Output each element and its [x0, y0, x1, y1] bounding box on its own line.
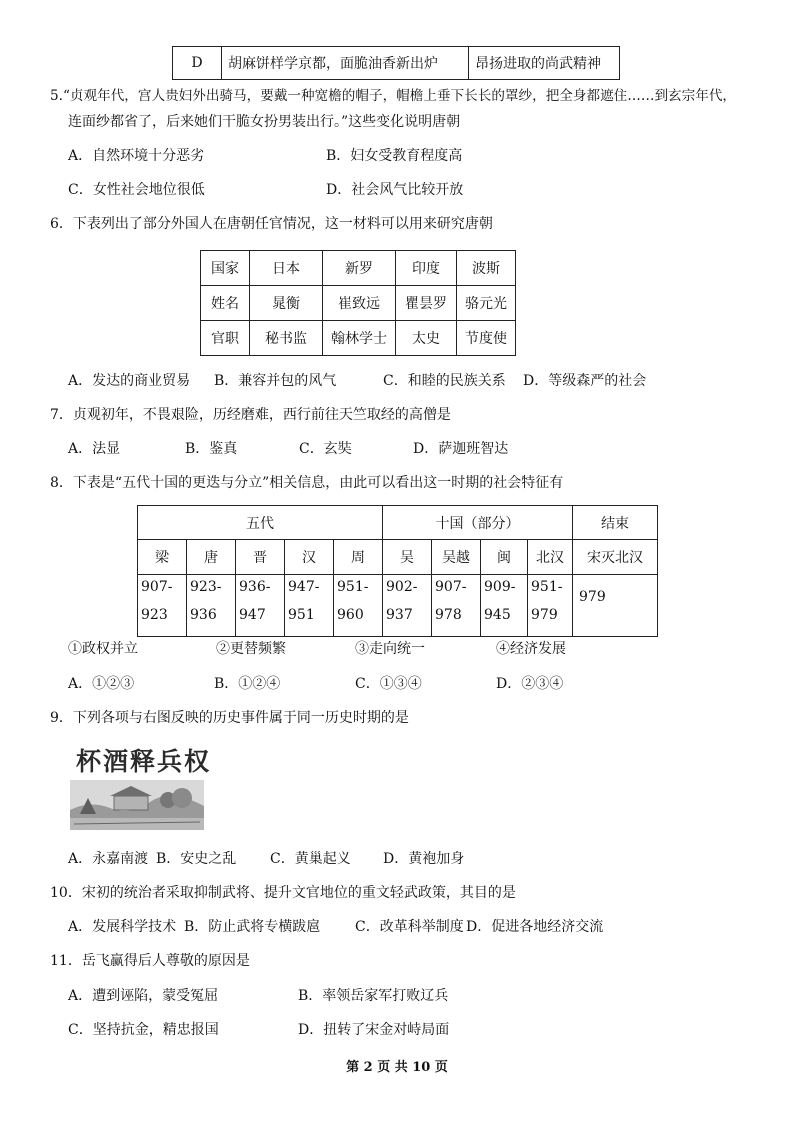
q6-option-b[interactable]: B．兼容并包的风气 — [214, 373, 337, 389]
q7-option-a[interactable]: A．法显 — [68, 441, 121, 457]
q8-stem: 8．下表是“五代十国的更迭与分立”相关信息，由此可以看出这一时期的社会特征有 — [50, 475, 564, 491]
q10-option-a[interactable]: A．发展科学技术 — [68, 919, 177, 935]
q8-name-cell: 唐 — [187, 540, 236, 574]
q6-cell: 官职 — [201, 321, 250, 356]
q9-stem: 9．下列各项与右图反映的历史事件属于同一历史时期的是 — [50, 710, 409, 726]
q8-year-cell — [383, 574, 432, 637]
q6-officials-table — [200, 250, 516, 356]
q8-year-cell — [432, 574, 481, 637]
q6-cell: 新罗 — [323, 251, 396, 286]
q8-year-start: 936- — [239, 578, 271, 595]
q9-option-d[interactable]: D．黄袍加身 — [383, 851, 465, 867]
q8-year-start: 902- — [386, 578, 418, 595]
q9-image-title: 杯酒释兵权 — [76, 747, 212, 776]
q8-option-a[interactable]: A．①②③ — [68, 676, 135, 692]
q8-year-end: 937 — [386, 606, 413, 623]
q5-option-b[interactable]: B．妇女受教育程度高 — [326, 148, 463, 164]
q8-year-cell — [138, 574, 187, 637]
q8-year-end: 945 — [484, 606, 511, 623]
q6-cell: 姓名 — [201, 286, 250, 321]
page-footer: 第 2 页 共 10 页 — [346, 1060, 448, 1075]
q8-dynasty-table — [137, 505, 658, 637]
q8-year-cell — [481, 574, 528, 637]
q8-header-shiguo: 十国（部分） — [383, 506, 573, 540]
q9-option-b[interactable]: B．安史之乱 — [156, 851, 237, 867]
q9-option-a[interactable]: A．永嘉南渡 — [68, 851, 149, 867]
q10-stem: 10．宋初的统治者采取抑制武将、提升文官地位的重文轻武政策，其目的是 — [50, 885, 516, 901]
q6-cell: 波斯 — [457, 251, 516, 286]
q8-year-start: 947- — [288, 578, 320, 595]
q8-year-start: 907- — [435, 578, 467, 595]
q6-cell: 翰林学士 — [323, 321, 396, 356]
q4-table-row-d — [172, 46, 620, 80]
q8-year-start: 951- — [337, 578, 369, 595]
q11-option-b[interactable]: B．率领岳家军打败辽兵 — [298, 988, 449, 1004]
q8-year-end: 978 — [435, 606, 462, 623]
q8-year-start: 909- — [484, 578, 516, 595]
q8-year-cell — [187, 574, 236, 637]
q5-option-c[interactable]: C．女性社会地位很低 — [68, 182, 205, 198]
q4-row-content: 胡麻饼样学京都，面脆油香新出炉 — [222, 47, 469, 80]
q8-name-cell: 吴越 — [432, 540, 481, 574]
q8-option-b[interactable]: B．①②④ — [214, 676, 281, 692]
q8-name-cell: 晋 — [236, 540, 285, 574]
q6-cell: 瞿昙罗 — [396, 286, 457, 321]
q8-name-cell: 闽 — [481, 540, 528, 574]
q7-option-b[interactable]: B．鉴真 — [185, 441, 238, 457]
q8-year-end: 947 — [239, 606, 266, 623]
q11-option-c[interactable]: C．坚持抗金，精忠报国 — [68, 1022, 219, 1038]
q6-cell: 印度 — [396, 251, 457, 286]
q8-item-1: ①政权并立 — [68, 641, 138, 657]
q5-stem-line2: 连面纱都省了，后来她们干脆女扮男装出行。”这些变化说明唐朝 — [68, 114, 461, 130]
q6-cell: 晁衡 — [250, 286, 323, 321]
q8-year-end: 979 — [531, 606, 558, 623]
q6-option-c[interactable]: C．和睦的民族关系 — [383, 373, 506, 389]
q9-option-c[interactable]: C．黄巢起义 — [270, 851, 351, 867]
q8-year-cell — [285, 574, 334, 637]
q8-year-cell — [236, 574, 285, 637]
q8-name-cell: 北汉 — [528, 540, 573, 574]
q8-option-c[interactable]: C．①③④ — [355, 676, 422, 692]
q9-painting-image — [70, 780, 204, 830]
q11-stem: 11．岳飞赢得后人尊敬的原因是 — [50, 953, 250, 969]
q8-end-year-cell — [573, 574, 658, 637]
q8-header-end: 结束 — [573, 506, 658, 540]
q8-item-3: ③走向统一 — [355, 641, 425, 657]
q8-name-cell: 吴 — [383, 540, 432, 574]
q8-end-year: 979 — [579, 588, 606, 605]
q8-option-d[interactable]: D．②③④ — [496, 676, 564, 692]
q10-option-d[interactable]: D．促进各地经济交流 — [466, 919, 604, 935]
q4-row-meaning: 昂扬进取的尚武精神 — [469, 47, 620, 80]
q5-option-d[interactable]: D．社会风气比较开放 — [326, 182, 464, 198]
q5-stem-line1: 5.“贞观年代，宫人贵妇外出骑马，要戴一种宽檐的帽子，帽檐上垂下长长的罩纱，把全身都遮住……到玄宗年代， — [50, 88, 737, 104]
q6-cell: 太史 — [396, 321, 457, 356]
q7-option-c[interactable]: C．玄奘 — [299, 441, 352, 457]
q6-option-d[interactable]: D．等级森严的社会 — [523, 373, 647, 389]
q11-option-a[interactable]: A．遭到诬陷，蒙受冤屈 — [68, 988, 219, 1004]
q8-name-cell: 梁 — [138, 540, 187, 574]
q10-option-c[interactable]: C．改革科举制度 — [355, 919, 464, 935]
q8-year-end: 951 — [288, 606, 315, 623]
q6-cell: 节度使 — [457, 321, 516, 356]
q4-row-letter: D — [173, 47, 222, 80]
q11-option-d[interactable]: D．扭转了宋金对峙局面 — [298, 1022, 450, 1038]
q8-name-cell: 周 — [334, 540, 383, 574]
q8-year-end: 960 — [337, 606, 364, 623]
q8-name-cell: 汉 — [285, 540, 334, 574]
q6-cell: 骆元光 — [457, 286, 516, 321]
q8-year-start: 923- — [190, 578, 222, 595]
q6-cell: 日本 — [250, 251, 323, 286]
q7-option-d[interactable]: D．萨迦班智达 — [413, 441, 509, 457]
q10-option-b[interactable]: B．防止武将专横跋扈 — [184, 919, 321, 935]
q8-year-start: 907- — [141, 578, 173, 595]
q8-year-end: 936 — [190, 606, 217, 623]
q6-cell: 国家 — [201, 251, 250, 286]
q6-stem: 6．下表列出了部分外国人在唐朝任官情况，这一材料可以用来研究唐朝 — [50, 216, 493, 232]
q8-item-4: ④经济发展 — [496, 641, 566, 657]
q8-item-2: ②更替频繁 — [216, 641, 286, 657]
q6-cell: 崔致远 — [323, 286, 396, 321]
q6-cell: 秘书监 — [250, 321, 323, 356]
q8-name-cell: 宋灭北汉 — [573, 540, 658, 574]
q8-year-cell — [528, 574, 573, 637]
q8-year-end: 923 — [141, 606, 168, 623]
q8-header-wudai: 五代 — [138, 506, 383, 540]
q6-option-a[interactable]: A．发达的商业贸易 — [68, 373, 191, 389]
q7-stem: 7．贞观初年，不畏艰险，历经磨难，西行前往天竺取经的高僧是 — [50, 407, 451, 423]
q5-option-a[interactable]: A．自然环境十分恶劣 — [68, 148, 205, 164]
q8-year-start: 951- — [531, 578, 563, 595]
q8-year-cell — [334, 574, 383, 637]
